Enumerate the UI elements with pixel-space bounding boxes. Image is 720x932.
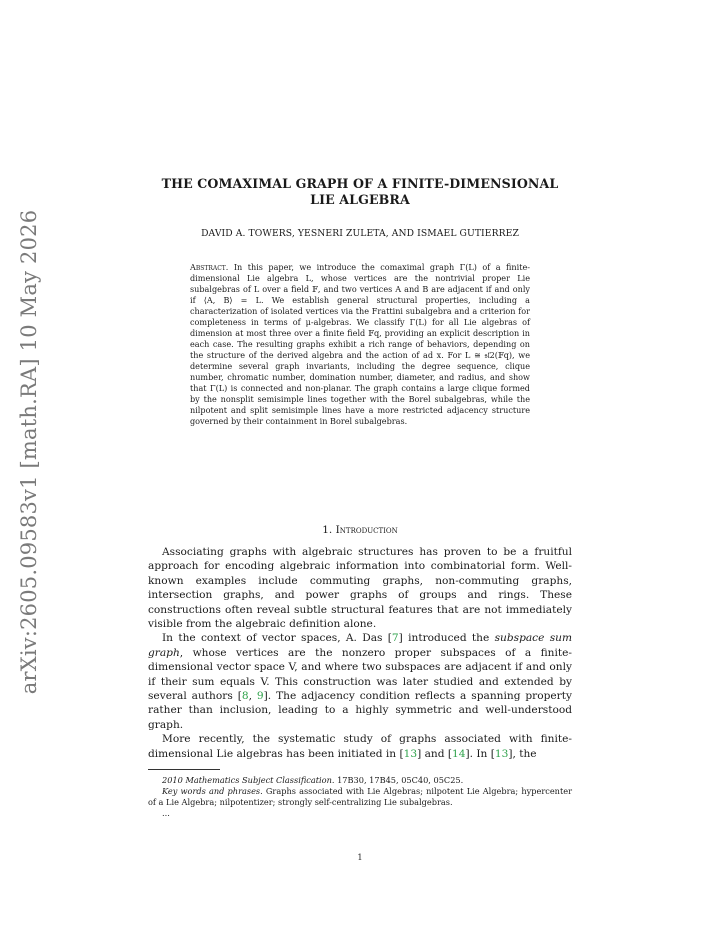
footnote-msc (148, 775, 572, 786)
paragraph-3-text-b: ] and [ (417, 747, 452, 760)
paragraph-3-text-d: ], the (508, 747, 537, 760)
footnote-msc-text: 17B30, 17B45, 05C40, 05C25. (334, 775, 464, 785)
footnote-keywords-label: Key words and phrases. (162, 786, 263, 796)
paragraph-1: Associating graphs with algebraic structures has proven to be a fruitful approach for encoding algebraic information into combinatorial form. Well-known examples include commuting graphs, non-commuting graphs, intersection graphs, and power graphs of groups and rings. These constructions often reveal subtle structural features that are not immediately visible from the algebraic definition alone. (148, 546, 572, 631)
footnote-ellipsis: ... (162, 808, 170, 818)
paragraph-2 (148, 631, 572, 732)
citation-link[interactable]: 7 (391, 632, 399, 645)
introduction-body (148, 545, 572, 761)
abstract-text: In this paper, we introduce the comaximal graph Γ(L) of a finite-dimensional Lie algebra L, whose vertices are the nontrivial proper Lie subalgebras of L over a field 𝔽, and two vertices A and B are adjacent if and only if ⟨A, B⟩ = L. We establish general structural properties, including a characterization of isolated vertices via the Frattini subalgebra and a criterion for completeness in terms of μ-algebras. We classify Γ(L) for all Lie algebras of dimension at most three over a finite field 𝔽q, providing an explicit description in each case. The resulting graphs exhibit a rich range of behaviors, depending on the structure of the derived algebra and the action of ad x. For L ≅ 𝔰𝔩2(𝔽q), we determine several graph invariants, including the degree sequence, clique number, chromatic number, domination number, diameter, and radius, and show that Γ(L) is connected and non-planar. The graph contains a large clique formed by the nonsplit semisimple lines together with the Borel subalgebras, while the nilpotent and split semisimple lines have a more restricted adjacency structure governed by their containment in Borel subalgebras. (190, 262, 530, 426)
title-line-2: LIE ALGEBRA (310, 192, 410, 207)
footnote-msc-label: 2010 Mathematics Subject Classification. (162, 775, 335, 785)
paragraph-2-text-a: In the context of vector spaces, A. Das [ (162, 632, 392, 645)
section-number: 1. (322, 524, 333, 536)
paragraph-3 (148, 732, 572, 761)
footnote-rule (148, 769, 220, 770)
title-line-1: THE COMAXIMAL GRAPH OF A FINITE-DIMENSIONAL (161, 176, 559, 191)
paragraph-2-text-b: ] introduced the (398, 632, 495, 645)
abstract (190, 262, 530, 427)
citation-separator: , (248, 690, 257, 703)
citation-link[interactable]: 13 (403, 747, 418, 760)
paragraph-3-text-c: ]. In [ (465, 747, 495, 760)
arxiv-identifier: arXiv:2605.09583v1 [math.RA] 10 May 2026 (17, 209, 41, 695)
footnote-keywords (148, 786, 572, 808)
author-list: DAVID A. TOWERS, YESNERI ZULETA, AND ISMAEL GUTIERREZ (201, 228, 519, 239)
citation-link[interactable]: 8 (241, 690, 249, 703)
section-heading (150, 524, 570, 536)
page-number: 1 (357, 852, 363, 862)
paragraph-2-text-c: , whose vertices are the nonzero proper subspaces of a finite-dimensional vector space V, and where two subspaces are adjacent if and only if their sum equals V. This construction was later studied and extended by several authors [ (148, 646, 572, 703)
citation-link[interactable]: 9 (256, 690, 264, 703)
arxiv-identifier-sidebar (12, 209, 46, 695)
citation-link[interactable]: 14 (452, 747, 466, 760)
paragraph-3-text-a: More recently, the systematic study of graphs associated with finite-dimensional Lie algebras has been initiated in [ (148, 733, 572, 760)
footnotes (148, 775, 572, 819)
abstract-label: Abstract. (190, 262, 229, 272)
paper-title (120, 176, 600, 208)
emphasis-subspace-sum-graph: subspace sum graph (148, 632, 572, 659)
footnote-keywords-text: Graphs associated with Lie Algebras; nilpotent Lie Algebra; hypercenter of a Lie Algebra; nilpotentizer; strongly self-centralizing Lie subalgebras. (148, 786, 572, 807)
paragraph-2-text-d: ]. The adjacency condition reflects a spanning property rather than inclusion, leading to a highly symmetric and well-understood graph. (148, 690, 572, 731)
section-title: Introduction (335, 524, 398, 536)
citation-link[interactable]: 13 (494, 747, 509, 760)
